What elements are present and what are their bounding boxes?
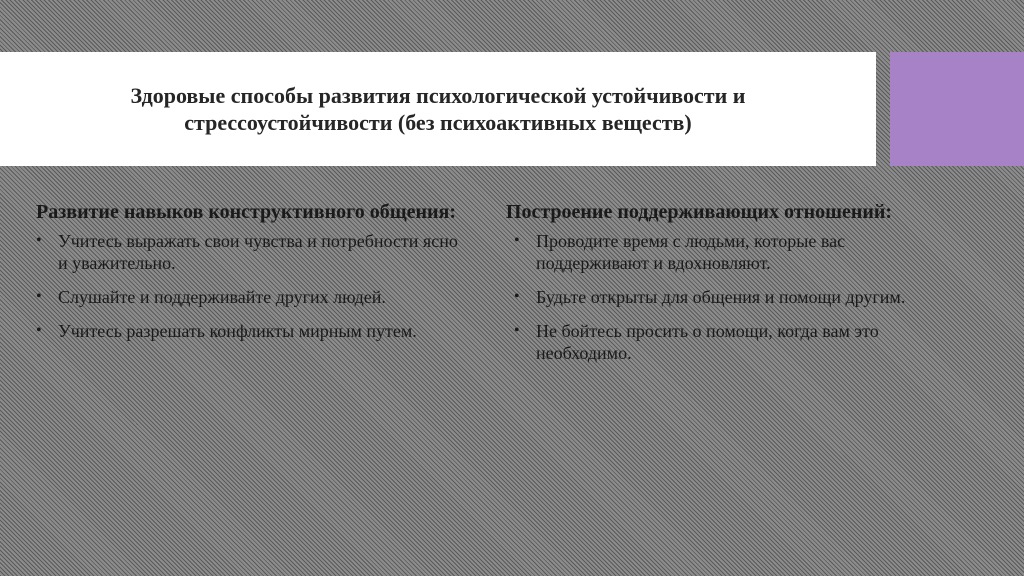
bullet-icon: • [514, 232, 520, 249]
list-item-text: Учитесь разрешать конфликты мирным путем. [58, 321, 417, 341]
list-item-text: Не бойтесь просить о помощи, когда вам это необходимо. [536, 321, 879, 363]
list-item [504, 286, 924, 308]
left-column [26, 201, 466, 354]
right-column-heading: Построение поддерживающих отношений: [505, 201, 893, 223]
right-bullet-list [504, 230, 924, 364]
list-item-text: Слушайте и поддерживайте других людей. [58, 287, 386, 307]
accent-block [890, 52, 1024, 166]
right-column [504, 201, 924, 376]
bullet-icon: • [36, 322, 42, 339]
title-box [0, 52, 876, 166]
left-column-heading: Развитие навыков конструктивного общения: [36, 201, 456, 223]
list-item [504, 320, 924, 364]
bullet-icon: • [514, 322, 520, 339]
bullet-icon: • [514, 288, 520, 305]
slide-title: Здоровые способы развития психологической устойчивости и стрессоустойчивости (без психоактивных веществ) [130, 83, 746, 135]
list-item [504, 230, 924, 274]
bullet-icon: • [36, 288, 42, 305]
bullet-icon: • [36, 232, 42, 249]
list-item-text: Учитесь выражать свои чувства и потребности ясно и уважительно. [58, 231, 458, 273]
left-bullet-list [26, 230, 466, 342]
list-item [26, 320, 466, 342]
list-item-text: Проводите время с людьми, которые вас поддерживают и вдохновляют. [536, 231, 846, 273]
list-item [26, 286, 466, 308]
list-item-text: Будьте открыты для общения и помощи другим. [536, 287, 906, 307]
list-item [26, 230, 466, 274]
